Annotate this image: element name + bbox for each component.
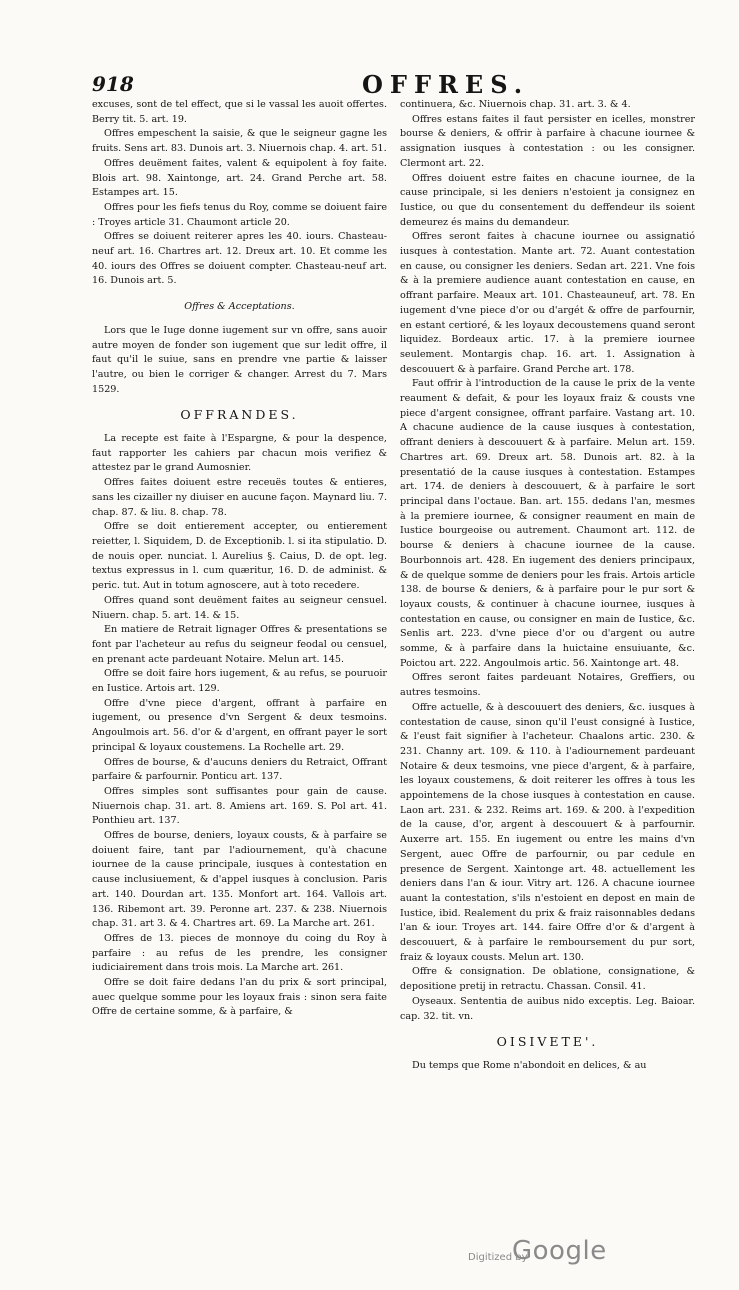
entry-paragraph: excuses, sont de tel effect, que si le vassal les auoit offertes. Berry tit. 5. art. 19. [92, 99, 387, 125]
entry-paragraph: Offres se doiuent reiterer apres les 40. iours. Chasteau-neuf art. 16. Chartres art. 12. Dreux art. 10. Et comme les 40. iours des Offres se doiuent compter. Chasteau-neuf art. 16. Dunois art. 5. [92, 231, 387, 287]
entry-paragraph: Offres empeschent la saisie, & que le seigneur gagne les fruits. Sens art. 83. Dunois art. 3. Niuernois chap. 4. art. 51. [92, 128, 387, 155]
entry-paragraph: Offre se doit faire hors iugement, & au refus, se pouruoir en Iustice. Artois art. 129. [92, 668, 387, 695]
entry-paragraph: Offres de bourse, deniers, loyaux cousts, & à parfaire se doiuent faire, tant par l'adiournement, qu'à chacune iournee de la cause principale, iusques à contestation en cause inclusiuement, & d'appel iusques à conclusion. Paris art. 140. Dourdan art. 135. Monfort art. 164. Vallois art. 136. Ribemont art. 39. Peronne art. 237. & 238. Niuernois chap. 31. art 3. & 4. Chartres art. 69. La Marche art. 261. [92, 830, 387, 930]
entry-paragraph: Offres de bourse, & d'aucuns deniers du Retraict, Offrant parfaire & parfournir. Ponticu art. 137. [92, 756, 387, 783]
entry-paragraph: Offres estans faites il faut persister en icelles, monstrer bourse & deniers, & offrir à parfaire à chacune iournee & assignation iusques à contestation : ou les consigner. Clermont art. 22. [400, 113, 695, 169]
left-column [92, 98, 387, 1020]
entry-paragraph: Offres faites doiuent estre receuës toutes & entieres, sans les cizailler ny diuiser en aucune façon. Maynard liu. 7. chap. 87. & liu. 8. chap. 78. [92, 477, 387, 518]
entry-paragraph: Offres seront faites pardeuant Notaires, Greffiers, ou autres tesmoins. [400, 672, 695, 699]
google-logo: Google [512, 1236, 607, 1266]
section-heading: OFFRANDES. [180, 407, 299, 423]
digitized-watermark [468, 1236, 688, 1270]
entry-paragraph: Oyseaux. Sententia de auibus nido exceptis. Leg. Baioar. cap. 32. tit. vn. [400, 995, 695, 1022]
section-heading: OISIVETE'. [496, 1034, 599, 1050]
entry-paragraph: Faut offrir à l'introduction de la cause le prix de la vente reaument & defait, & pour les loyaux fraiz & cousts vne piece d'argent consignee, offrant parfaire. Vastang art. 10. A chacune audience de la cause iusques à contestation, offrant deniers à descouuert & à parfaire. Melun art. 159. Chartres art. 69. Dreux art. 58. Dunois art. 82. à la presentatió de la cause iusques à contestation. Estampes art. 174. de deniers à descouuert, & à parfaire le sort principal dans l'octaue. Ban. art. 155. dedans l'an, mesmes à la premiere iournee, & consigner reaument en main de Iustice bourgeoise ou autrement. Chaumont art. 112. de bourse & deniers à chacune iournee de la cause. Bourbonnois art. 428. En iugement des deniers principaux, & de quelque somme de deniers pour les frais. Artois article 138. de bourse & deniers, & à parfaire pour le pur sort & loyaux cousts, & continuer à chacune iournee, iusques à contestation en cause, ou consigner en main de Iustice, &c. Senlis art. 223. d'vne piece d'or ou d'argent ou autre somme, & à parfaire dans la huictaine ensuiuante, &c. Poictou art. 222. Angoulmois artic. 56. Xaintonge art. 48. [400, 378, 695, 669]
entry-paragraph: Offres quand sont deuëment faites au seigneur censuel. Niuern. chap. 5. art. 14. & 15. [92, 594, 387, 621]
entry-paragraph: Offre actuelle, & à descouuert des deniers, &c. iusques à contestation de cause, sinon qu'il l'eust consigné à Iustice, & l'eust fait signifier à l'acheteur. Chaalons artic. 230. & 231. Channy art. 109. & 110. à l'adiournement pardeuant Notaire & deux tesmoins, vne piece d'argent, & à parfaire, les loyaux coustemens, & doit reiterer les offres à tous les appointemens de la chose iusques à contestation en cause. Laon art. 231. & 232. Reims art. 169. & 200. à l'expedition de la cause, d'or, argent à descouuert & à parfournir. Auxerre art. 155. En iugement ou entre les mains d'vn Sergent, auec Offre de parfournir, ou par cedule en presence de Sergent. Xaintonge art. 48. actuellement les deniers dans l'an & iour. Vitry art. 126. A chacune iournee auant la contestation, s'ils n'estoient en depost en main de Iustice, ibid. Realement du prix & fraiz raisonnables dedans l'an & iour. Troyes art. 144. faire Offre d'or & d'argent à descouuert, & à parfaire le remboursement du pur sort, fraiz & loyaux cousts. Melun art. 130. [400, 701, 695, 963]
entry-paragraph: Offre se doit faire dedans l'an du prix & sort principal, auec quelque somme pour les loyaux frais : sinon sera faite Offre de certaine somme, & à parfaire, & [92, 977, 387, 1018]
entry-paragraph: La recepte est faite à l'Espargne, & pour la despence, faut rapporter les cahiers par chacun mois verifiez & attestez par le grand Aumosnier. [92, 433, 387, 474]
running-title: OFFRES. [362, 70, 530, 99]
section-subheading: Offres & Acceptations. [184, 301, 295, 313]
entry-paragraph: Lors que le Iuge donne iugement sur vn offre, sans auoir autre moyen de fonder son iugement que sur ledit offre, il faut qu'il le suiue, sans en prendre vne partie & laisser l'autre, ou bien le corriger & changer. Arrest du 7. Mars 1529. [92, 324, 387, 395]
entry-paragraph: En matiere de Retrait lignager Offres & presentations se font par l'acheteur au refus du seigneur feodal ou censuel, en prenant acte pardeuant Notaire. Melun art. 145. [92, 624, 387, 665]
digitized-by-label: Digitized by [468, 1252, 528, 1263]
page-header [92, 72, 682, 100]
entry-paragraph: Offre & consignation. De oblatione, consignatione, & depositione pretij in retractu. Chassan. Consil. 41. [400, 966, 695, 993]
page-number: 918 [92, 72, 134, 96]
right-column [400, 98, 695, 1074]
entry-paragraph: Offres seront faites à chacune iournee ou assignatió iusques à contestation. Mante art. 72. Auant contestation en cause, ou consigner les deniers. Sedan art. 221. Vne fois & à la premiere audience auant contestation en cause, en offrant parfaire. Meaux art. 101. Chasteauneuf, art. 78. En iugement d'vne piece d'or ou d'argét & offre de parfournir, en estant certioré, & les loyaux decoustemens quand seront liquidez. Bordeaux artic. 17. à la premiere iournee seulement. Montargis chap. 16. art. 1. Assignation à descouuert & à parfaire. Grand Perche art. 178. [400, 231, 695, 375]
entry-paragraph: Offres deuëment faites, valent & equipolent à foy faite. Blois art. 98. Xaintonge, art. 24. Grand Perche art. 58. Estampes art. 15. [92, 157, 387, 199]
entry-paragraph: Offres pour les fiefs tenus du Roy, comme se doiuent faire : Troyes article 31. Chaumont article 20. [92, 201, 387, 228]
entry-paragraph: Offres doiuent estre faites en chacune iournee, de la cause principale, si les deniers n'estoient ja consignez en Iustice, ou que du consentement du deffendeur ils soient demeurez és mains du demandeur. [400, 172, 695, 228]
entry-paragraph: Offres simples sont suffisantes pour gain de cause. Niuernois chap. 31. art. 8. Amiens art. 169. S. Pol art. 41. Ponthieu art. 137. [92, 785, 387, 827]
entry-paragraph: Offre se doit entierement accepter, ou entierement reietter, l. Siquidem, D. de Exceptionib. l. si ita stipulatio. D. de nouis oper. nunciat. l. Aurelius §. Caius, D. de opt. leg. textus expressus in l. cum quæritur, 16. D. de administ. & peric. tut. Aut in totum agnoscere, aut à toto recedere. [92, 521, 387, 592]
entry-paragraph: continuera, &c. Niuernois chap. 31. art. 3. & 4. [400, 99, 631, 110]
entry-paragraph: Offres de 13. pieces de monnoye du coing du Roy à parfaire : au refus de les prendre, les consigner iudiciairement dans trois mois. La Marche art. 261. [92, 932, 387, 974]
entry-paragraph: Offre d'vne piece d'argent, offrant à parfaire en iugement, ou presence d'vn Sergent & deux tesmoins. Angoulmois art. 56. d'or & d'argent, en offrant payer le sort principal & loyaux coustemens. La Rochelle art. 29. [92, 697, 387, 753]
entry-paragraph: Du temps que Rome n'abondoit en delices, & au [412, 1060, 647, 1071]
